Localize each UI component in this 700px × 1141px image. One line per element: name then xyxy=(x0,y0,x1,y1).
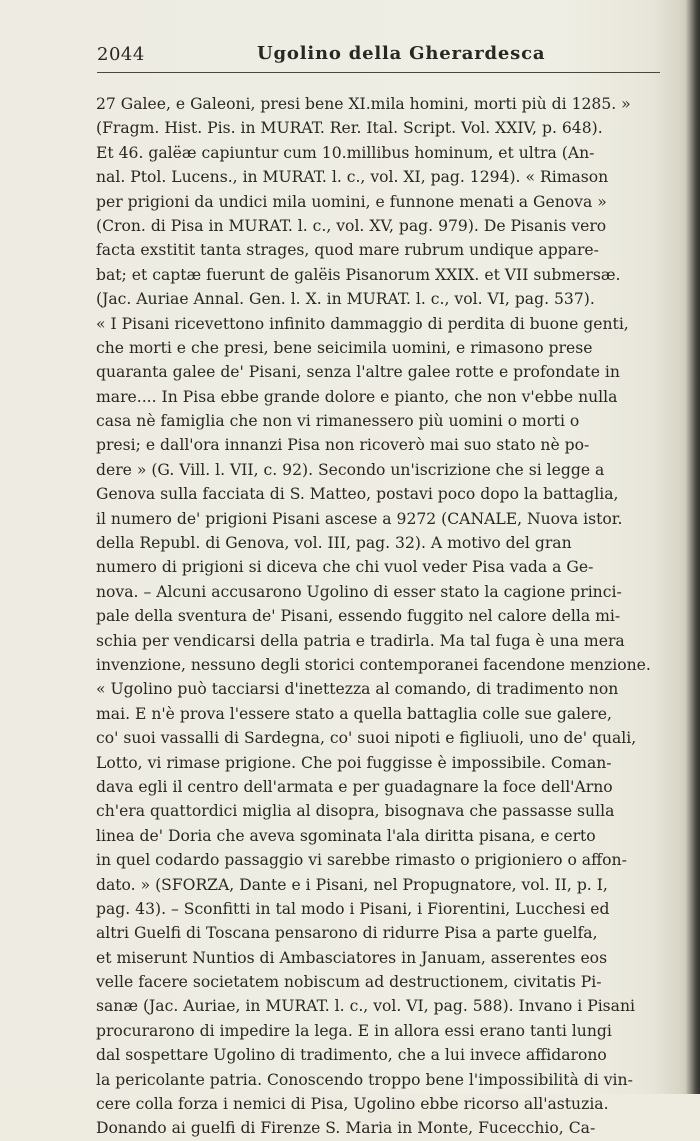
body-text xyxy=(96,92,660,1141)
text-line: altri Guelfi di Toscana pensarono di ridurre Pisa a parte guelfa, xyxy=(96,924,598,943)
page-edge-shadow xyxy=(686,0,700,1094)
page-number: 2044 xyxy=(97,44,145,65)
text-line: per prigioni da undici mila uomini, e funnone menati a Genova » xyxy=(96,192,607,211)
text-line: dato. » (SFORZA, Dante e i Pisani, nel Propugnatore, vol. II, p. I, xyxy=(96,875,608,894)
text-line: sanæ (Jac. Auriae, in MURAT. l. c., vol. VI, pag. 588). Invano i Pisani xyxy=(96,997,636,1016)
text-line: nal. Ptol. Lucens., in MURAT. l. c., vol. XI, pag. 1294). « Rimason xyxy=(96,168,609,187)
text-line: schia per vendicarsi della patria e tradirla. Ma tal fuga è una mera xyxy=(96,631,625,650)
text-line: il numero de' prigioni Pisani ascese a 9272 (CANALE, Nuova istor. xyxy=(96,509,623,528)
text-line: (Cron. di Pisa in MURAT. l. c., vol. XV, pag. 979). De Pisanis vero xyxy=(96,216,607,235)
text-line: « I Pisani ricevettono infinito dammaggio di perdita di buone genti, xyxy=(96,314,629,333)
text-line: procurarono di impedire la lega. E in allora essi erano tanti lungi xyxy=(96,1021,612,1040)
text-line: dava egli il centro dell'armata e per guadagnare la foce dell'Arno xyxy=(96,777,613,796)
text-line: numero di prigioni si diceva che chi vuol veder Pisa vada a Ge- xyxy=(96,558,594,577)
text-line: (Fragm. Hist. Pis. in MURAT. Rer. Ital. Script. Vol. XXIV, p. 648). xyxy=(96,119,603,138)
text-line: facta exstitit tanta strages, quod mare rubrum undique appare- xyxy=(96,241,599,260)
page-header xyxy=(97,44,660,72)
text-line: et miserunt Nuntios di Ambasciatores in Januam, asserentes eos xyxy=(96,948,608,967)
text-line: dal sospettare Ugolino di tradimento, che a lui invece affidarono xyxy=(96,1046,607,1065)
text-line: la pericolante patria. Conoscendo troppo bene l'impossibilità di vin- xyxy=(96,1070,633,1089)
header-rule xyxy=(97,72,660,73)
running-title: Ugolino della Gherardesca xyxy=(257,43,546,64)
text-line: Lotto, vi rimase prigione. Che poi fuggisse è impossibile. Coman- xyxy=(96,753,612,772)
text-line: ch'era quattordici miglia al disopra, bisognava che passasse sulla xyxy=(96,802,615,821)
text-line: Donando ai guelfi di Firenze S. Maria in Monte, Fucecchio, Ca- xyxy=(96,1119,596,1138)
text-line: presi; e dall'ora innanzi Pisa non ricoverò mai suo stato nè po- xyxy=(96,436,590,455)
text-line: pale della sventura de' Pisani, essendo fuggito nel calore della mi- xyxy=(96,607,621,626)
text-line: della Republ. di Genova, vol. III, pag. 32). A motivo del gran xyxy=(96,534,572,553)
text-line: in quel codardo passaggio vi sarebbe rimasto o prigioniero o affon- xyxy=(96,851,627,870)
text-line: bat; et captæ fuerunt de galëis Pisanorum XXIX. et VII submersæ. xyxy=(96,265,621,284)
text-line: linea de' Doria che aveva sgominata l'ala diritta pisana, e certo xyxy=(96,826,596,845)
text-line: « Ugolino può tacciarsi d'inettezza al comando, di tradimento non xyxy=(96,680,619,699)
text-line: Et 46. galëæ capiuntur cum 10.millibus hominum, et ultra (An- xyxy=(96,143,595,162)
text-line: dere » (G. Vill. l. VII, c. 92). Secondo un'iscrizione che si legge a xyxy=(96,460,605,479)
text-line: cere colla forza i nemici di Pisa, Ugolino ebbe ricorso all'astuzia. xyxy=(96,1095,609,1114)
text-line: Genova sulla facciata di S. Matteo, postavi poco dopo la battaglia, xyxy=(96,485,619,504)
text-line: (Jac. Auriae Annal. Gen. l. X. in MURAT. l. c., vol. VI, pag. 537). xyxy=(96,290,595,309)
text-line: quaranta galee de' Pisani, senza l'altre galee rotte e profondate in xyxy=(96,363,620,382)
text-line: invenzione, nessuno degli storici contemporanei facendone menzione. xyxy=(96,655,651,674)
text-line: velle facere societatem nobiscum ad destructionem, civitatis Pi- xyxy=(96,973,602,992)
text-line: 27 Galee, e Galeoni, presi bene XI.mila homini, morti più di 1285. » xyxy=(96,95,631,113)
text-line: casa nè famiglia che non vi rimanessero più uomini o morti o xyxy=(96,412,580,431)
text-line: pag. 43). – Sconfitti in tal modo i Pisani, i Fiorentini, Lucchesi ed xyxy=(96,899,610,918)
text-line: che morti e che presi, bene seicimila uomini, e rimasono prese xyxy=(96,338,593,357)
text-line: mai. E n'è prova l'essere stato a quella battaglia colle sue galere, xyxy=(96,704,612,723)
text-line: mare.... In Pisa ebbe grande dolore e pianto, che non v'ebbe nulla xyxy=(96,387,618,406)
text-line: co' suoi vassalli di Sardegna, co' suoi nipoti e figliuoli, uno de' quali, xyxy=(96,729,637,748)
text-line: nova. – Alcuni accusarono Ugolino di esser stato la cagione princi- xyxy=(96,582,622,601)
